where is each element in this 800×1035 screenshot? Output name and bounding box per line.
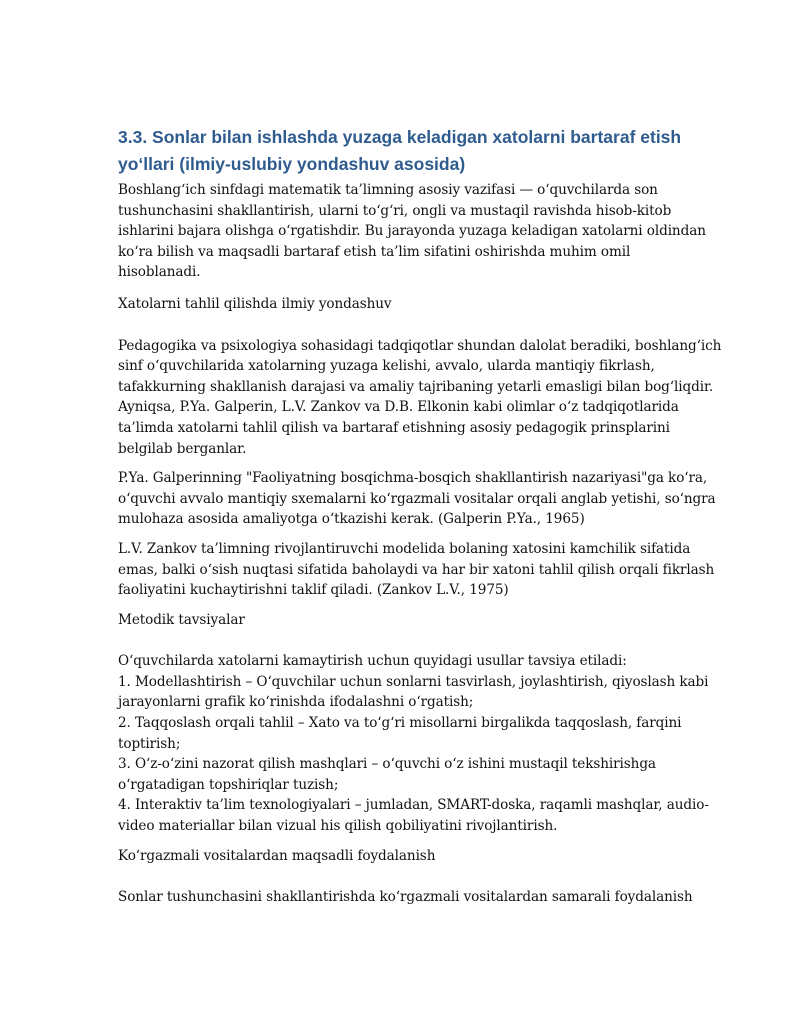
subsection-title-visual-aids: Ko‘rgazmali vositalardan maqsadli foydalanish [118, 847, 436, 864]
text-line: belgilab berganlar. [118, 440, 247, 457]
text-line: o‘quvchi avvalo mantiqiy sxemalarni ko‘rgazmali vositalar orqali anglab yetishi, so‘ngra [118, 490, 716, 507]
list-item: video materiallar bilan vizual his qilish qobiliyatini rivojlantirish. [118, 818, 558, 835]
text-line: hisoblanadi. [118, 264, 201, 281]
text-line: mulohaza asosida amaliyotga o‘tkazishi kerak. (Galperin P.Ya., 1965) [118, 511, 585, 528]
text-line: sinf o‘quvchilarida xatolarning yuzaga kelishi, avvalo, ularda mantiqiy fikrlash, [118, 358, 655, 375]
list-item: 4. Interaktiv ta’lim texnologiyalari – jumladan, SMART-doska, raqamli mashqlar, audio- [118, 797, 709, 814]
scientific-approach-paragraph-3 [118, 539, 715, 601]
subsection-title-scientific-approach: Xatolarni tahlil qilishda ilmiy yondashuv [118, 295, 392, 312]
text-line: Boshlang‘ich sinfdagi matematik ta’limning asosiy vazifasi — o‘quvchilarda son [118, 182, 658, 198]
text-line: tafakkurning shakllanish darajasi va amaliy tajribaning yetarli emasligi bilan bog‘liqdir. [118, 378, 714, 395]
list-item: 2. Taqqoslash orqali tahlil – Xato va to‘g‘ri misollarni birgalikda taqqoslash, farqini [118, 715, 682, 732]
list-item: 3. O‘z-o‘zini nazorat qilish mashqlari – o‘quvchi o‘z ishini mustaqil tekshirishga [118, 756, 656, 773]
scientific-approach-paragraph-1 [118, 336, 722, 460]
text-line: emas, balki o‘sish nuqtasi sifatida baholaydi va har bir xatoni tahlil qilish orqali fikrlash [118, 561, 715, 578]
text-line: L.V. Zankov ta’limning rivojlantiruvchi modelida bolaning xatosini kamchilik sifatida [118, 540, 691, 557]
document-page [118, 124, 722, 908]
list-item: toptirish; [118, 735, 181, 752]
text-line: tushunchasini shakllantirish, ularni to‘g‘ri, ongli va mustaqil ravishda hisob-kitob [118, 202, 672, 219]
text-line: ta’limda xatolarni tahlil qilish va bartaraf etishning asosiy pedagogik prinsplarini [118, 419, 670, 436]
text-line: Sonlar tushunchasini shakllantirishda ko‘rgazmali vositalardan samarali foydalanish [118, 889, 693, 906]
text-line: ishlarini bajara olishga o‘rgatishdir. Bu jarayonda yuzaga keladigan xatolarni oldindan [118, 223, 706, 240]
list-intro: O‘quvchilarda xatolarni kamaytirish uchun quyidagi usullar tavsiya etiladi: [118, 653, 627, 670]
intro-paragraph [118, 180, 706, 283]
text-line: Ayniqsa, P.Ya. Galperin, L.V. Zankov va D.B. Elkonin kabi olimlar o‘z tadqiqotlarida [118, 399, 679, 416]
list-item: jarayonlarni grafik ko‘rinishda ifodalashni o‘rgatish; [118, 694, 474, 711]
scientific-approach-paragraph-2 [118, 468, 716, 530]
heading-line: 3.3. Sonlar bilan ishlashda yuzaga keladigan xatolarni bartaraf etish [118, 127, 682, 147]
list-item: 1. Modellashtirish – O‘quvchilar uchun sonlarni tasvirlash, joylashtirish, qiyoslash kabi [118, 673, 709, 690]
text-line: P.Ya. Galperinning "Faoliyatning bosqichma-bosqich shakllantirish nazariyasi"ga ko‘ra, [118, 470, 708, 487]
text-line: Pedagogika va psixologiya sohasidagi tadqiqotlar shundan dalolat beradiki, boshlang‘ich [118, 337, 722, 354]
section-heading [118, 124, 688, 178]
list-item: o‘rgatadigan topshiriqlar tuzish; [118, 776, 339, 793]
methodical-recommendations-list [118, 651, 709, 836]
heading-line: yo‘llari (ilmiy-uslubiy yondashuv asosida) [118, 154, 466, 174]
text-line: ko‘ra bilish va maqsadli bartaraf etish ta’lim sifatini oshirishda muhim omil [118, 243, 631, 260]
visual-aids-paragraph [118, 887, 693, 908]
text-line: faoliyatini kuchaytirishni taklif qiladi. (Zankov L.V., 1975) [118, 582, 509, 599]
subsection-title-methodical-recommendations: Metodik tavsiyalar [118, 611, 245, 628]
